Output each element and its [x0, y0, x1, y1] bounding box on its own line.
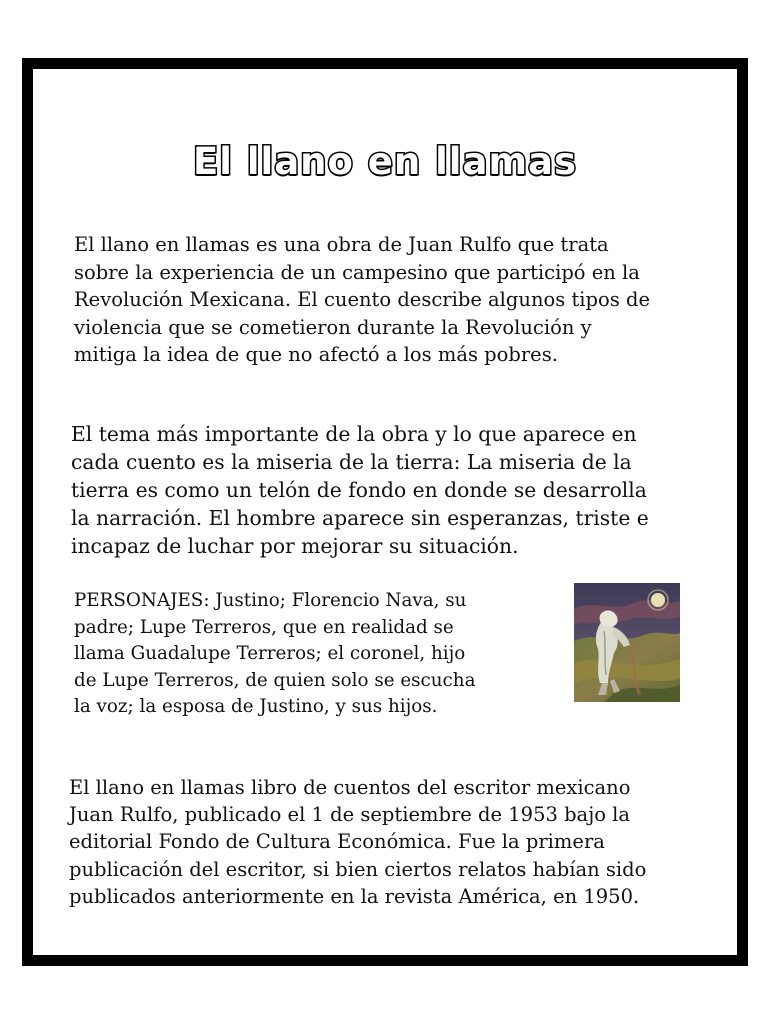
campesino-painting	[574, 583, 680, 702]
publication-paragraph: El llano en llamas libro de cuentos del escritor mexicano Juan Rulfo, publicado el 1 de septiembre de 1953 bajo la editorial Fondo de Cultura Económica. Fue la primera publicación del escritor, si bien ciertos relatos habían sido publicados anteriormente en la revista América, en 1950.	[69, 776, 647, 908]
page-frame	[22, 58, 748, 966]
theme-paragraph: El tema más importante de la obra y lo que aparece en cada cuento es la miseria de la tierra: La miseria de la tierra es como un telón de fondo en donde se desarrolla la narración. El hombre aparece sin esperanzas, triste e incapaz de luchar por mejorar su situación.	[71, 422, 649, 558]
intro-paragraph: El llano en llamas es una obra de Juan Rulfo que trata sobre la experiencia de un campesino que participó en la Revolución Mexicana. El cuento describe algunos tipos de violencia que se cometieron durante la Revolución y mitiga la idea de que no afectó a los más pobres.	[74, 233, 650, 366]
characters-paragraph: PERSONAJES: Justino; Florencio Nava, su padre; Lupe Terreros, que en realidad se llama Guadalupe Terreros; el coronel, hijo de Lupe Terreros, de quien solo se escucha la voz; la esposa de Justino, y sus hijos.	[74, 590, 476, 717]
page-title: El llano en llamas	[192, 140, 577, 183]
